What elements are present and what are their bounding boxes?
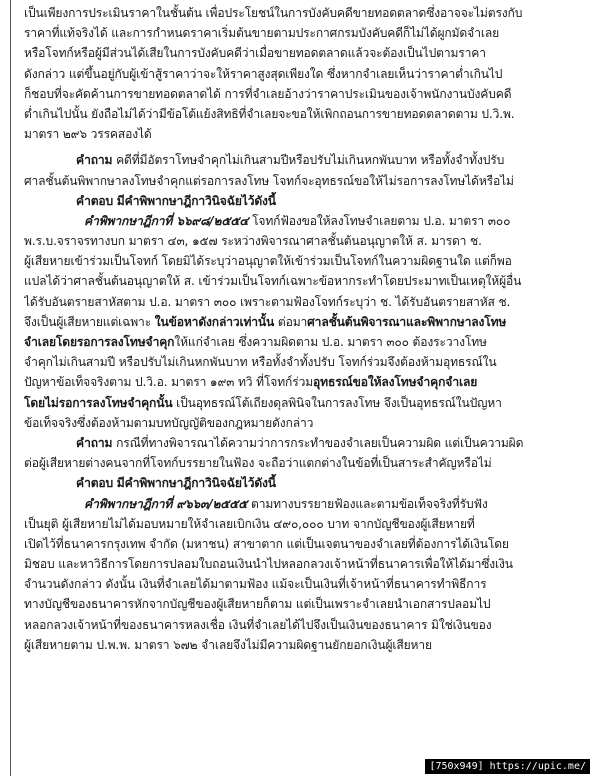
ruling-line [24,393,586,413]
watermark-url: [750x949] https://upic.me/ [425,759,590,774]
ruling-text: จึงเป็นผู้เสียหายแต่เฉพาะ [24,314,152,329]
ruling-line: ผู้เสียหายตาม ป.พ.พ. มาตรา ๖๗๒ จำเลยจึงไม่มีความผิดฐานยักยอกเงินผู้เสียหาย [24,637,432,652]
question-line [24,150,586,170]
ruling-line: เป็นยุติ ผู้เสียหายไม่ได้มอบหมายให้จำเลยเบิกเงิน ๔๙๐,๐๐๐ บาท จากบัญชีของผู้เสียหายที่ [24,516,475,531]
ruling-line [24,372,586,392]
document-page [10,0,594,776]
ruling-emphasis: จำเลยโดยรอการลงโทษจำคุก [24,335,175,349]
ruling-text: ให้แก่จำเลย ซึ่งความผิดตาม ป.อ. มาตรา ๓๐๐ ต้องระวางโทษ [174,335,487,349]
answer-line [24,191,586,211]
question-line: ศาลชั้นต้นพิพากษาลงโทษจำคุกแต่รอการลงโทษ โจทก์จะอุทธรณ์ขอให้ไม่รอการลงโทษได้หรือไม่ [24,173,514,188]
answer-text: มีคำพิพากษาฎีกาวินิจฉัยไว้ดังนี้ [116,476,276,491]
text-line: มาตรา ๒๙๖ วรรคสองได้ [24,127,152,142]
question-2 [24,433,586,473]
ruling-text: โจทก์ฟ้องขอให้ลงโทษจำเลยตาม ป.อ. มาตรา ๓๐๐ [252,213,511,228]
text-line: หรือโจทก์หรือผู้มีส่วนได้เสียในการบังคับคดีว่าเมื่อขายทอดตลาดแล้วจะต้องเป็นไปตามราคา [24,46,486,61]
ruling-text: ปัญหาข้อเท็จจริงตาม ป.วิ.อ. มาตรา ๑๙๓ ทวิ ที่โจทก์ร่วม [24,375,314,390]
ruling-line: ได้รับอันตรายสาหัสตาม ป.อ. มาตรา ๓๐๐ เพราะตามฟ้องโจทก์ระบุว่า ช. ได้รับอันตรายสาหัส ช. [24,294,511,309]
ruling-1 [24,211,586,433]
answer-line [24,473,586,493]
ruling-line: เปิดไว้ที่ธนาคารกรุงเทพ จำกัด (มหาชน) สาขาตาก แต่เป็นเจตนาของจำเลยที่ต้องการได้เงินโดย [24,536,509,551]
ruling-line: หลอกลวงเจ้าหน้าที่ของธนาคารหลงเชื่อ เงินที่จำเลยได้ไปจึงเป็นเงินของธนาคาร มิใช่เงินของ [24,617,492,632]
ruling-emphasis: อุทธรณ์ขอให้ลงโทษจำคุกจำเลย [313,375,478,390]
ruling-line: ทางบัญชีของธนาคารหักจากบัญชีของผู้เสียหายก็ตาม แต่เป็นเพราะจำเลยนำเอกสารปลอมไป [24,597,491,612]
ruling-line [24,332,586,352]
question-label: คำถาม [76,153,113,168]
question-1 [24,150,586,190]
ruling-line [24,312,586,332]
text-line: ต่ำเกินไปนั้น ยังถือไม่ได้ว่ามีข้อโต้แย้งสิทธิที่จำเลยจะขอให้เพิกถอนการขายทอดตลาดตาม ป.วิ.พ. [24,106,515,121]
text-line: เป็นเพียงการประเมินราคาในชั้นต้น เพื่อประโยชน์ในการบังคับคดีขายทอดตลาดซึ่งอาจจะไม่ตรงกับ [24,6,523,20]
ruling-line [24,211,586,231]
question-label: คำถาม [76,435,113,450]
ruling-line: พ.ร.บ.จราจรทางบก มาตรา ๔๓, ๑๕๗ ระหว่างพิจารณาศาลชั้นต้นอนุญาตให้ ส. มารดา ช. [24,234,482,249]
ruling-text: ต่อมา [277,314,308,329]
ruling-emphasis: ศาลชั้นต้นพิจารณาและพิพากษาลงโทษ [307,314,507,329]
text-line: ดังกล่าว แต่ขึ้นอยู่กับผู้เข้าสู้ราคาว่าจะให้ราคาสูงสุดเพียงใด ซึ่งหากจำเลยเห็นว่าราคาต่ำเกินไป [24,66,503,81]
ruling-text: เป็นอุทธรณ์โต้เถียงดุลพินิจในการลงโทษ จึงเป็นอุทธรณ์ในปัญหา [176,395,502,410]
ruling-label: คำพิพากษาฎีกาที่ ๖๖๙๘/๒๕๕๔ [84,213,249,228]
text-line: ก็ชอบที่จะคัดค้านการขายทอดตลาดได้ การที่จำเลยอ้างว่าราคาประเมินของเจ้าพนักงานบังคับคดี [24,86,512,101]
answer-label: คำตอบ [76,193,114,208]
question-text: คดีที่มีอัตราโทษจำคุกไม่เกินสามปีหรือปรับไม่เกินหกพันบาท หรือทั้งจำทั้งปรับ [116,153,505,168]
ruling-line: จำคุกไม่เกินสามปี หรือปรับไม่เกินหกพันบาท หรือทั้งจำทั้งปรับ โจทก์ร่วมจึงต้องห้ามอุทธรณ์ใน [24,355,497,370]
question-text: กรณีที่ทางพิจารณาได้ความว่าการกระทำของจำเลยเป็นความผิด แต่เป็นความผิด [116,435,524,450]
paragraph-intro [24,3,586,144]
ruling-emphasis: โดยไม่รอการลงโทษจำคุกนั้น [24,395,173,410]
ruling-text: ตามทางบรรยายฟ้องและตามข้อเท็จจริงที่รับฟัง [251,496,488,511]
answer-label: คำตอบ [76,476,114,491]
ruling-line: ผู้เสียหายเข้าร่วมเป็นโจทก์ โดยมิได้ระบุว่าอนุญาตให้เข้าร่วมเป็นโจทก์ในความผิดฐานใด แต่ก็พอ [24,254,512,269]
answer-1 [24,191,586,211]
ruling-line: แปลได้ว่าศาลชั้นต้นอนุญาตให้ ส. เข้าร่วมเป็นโจทก์เฉพาะข้อหากระทำโดยประมาทเป็นเหตุให้ผู้อื่น [24,274,522,289]
ruling-emphasis: ในข้อหาดังกล่าวเท่านั้น [154,314,275,329]
ruling-line: ข้อเท็จจริงซึ่งต้องห้ามตามบทบัญญัติของกฎหมายดังกล่าว [24,415,314,430]
text-line: ราคาที่แท้จริงได้ และการกำหนดราคาเริ่มต้นขายตามประกาศกรมบังคับคดีก็ไม่ได้ผูกมัดจำเลย [24,26,500,41]
answer-text: มีคำพิพากษาฎีกาวินิจฉัยไว้ดังนี้ [116,193,276,208]
ruling-line [24,494,586,514]
ruling-line: มิชอบ และหาวิธีการโดยการปลอมใบถอนเงินนำไปหลอกลวงเจ้าหน้าที่ธนาคารเพื่อให้ได้มาซึ่งเงิน [24,557,513,572]
ruling-2 [24,494,586,656]
document-body [24,3,586,655]
answer-2 [24,473,586,493]
question-line: ต่อผู้เสียหายต่างคนจากที่โจทก์บรรยายในฟ้อง จะถือว่าแตกต่างในข้อที่เป็นสาระสำคัญหรือไม่ [24,456,492,471]
ruling-line: จำนวนดังกล่าว ดังนั้น เงินที่จำเลยได้มาตามฟ้อง แม้จะเป็นเงินที่เจ้าหน้าที่ธนาคารทำพิธีการ [24,577,487,592]
question-line [24,433,586,453]
ruling-label: คำพิพากษาฎีกาที่ ๙๖๖๓/๒๕๕๕ [84,496,248,511]
page-left-border [10,0,11,776]
